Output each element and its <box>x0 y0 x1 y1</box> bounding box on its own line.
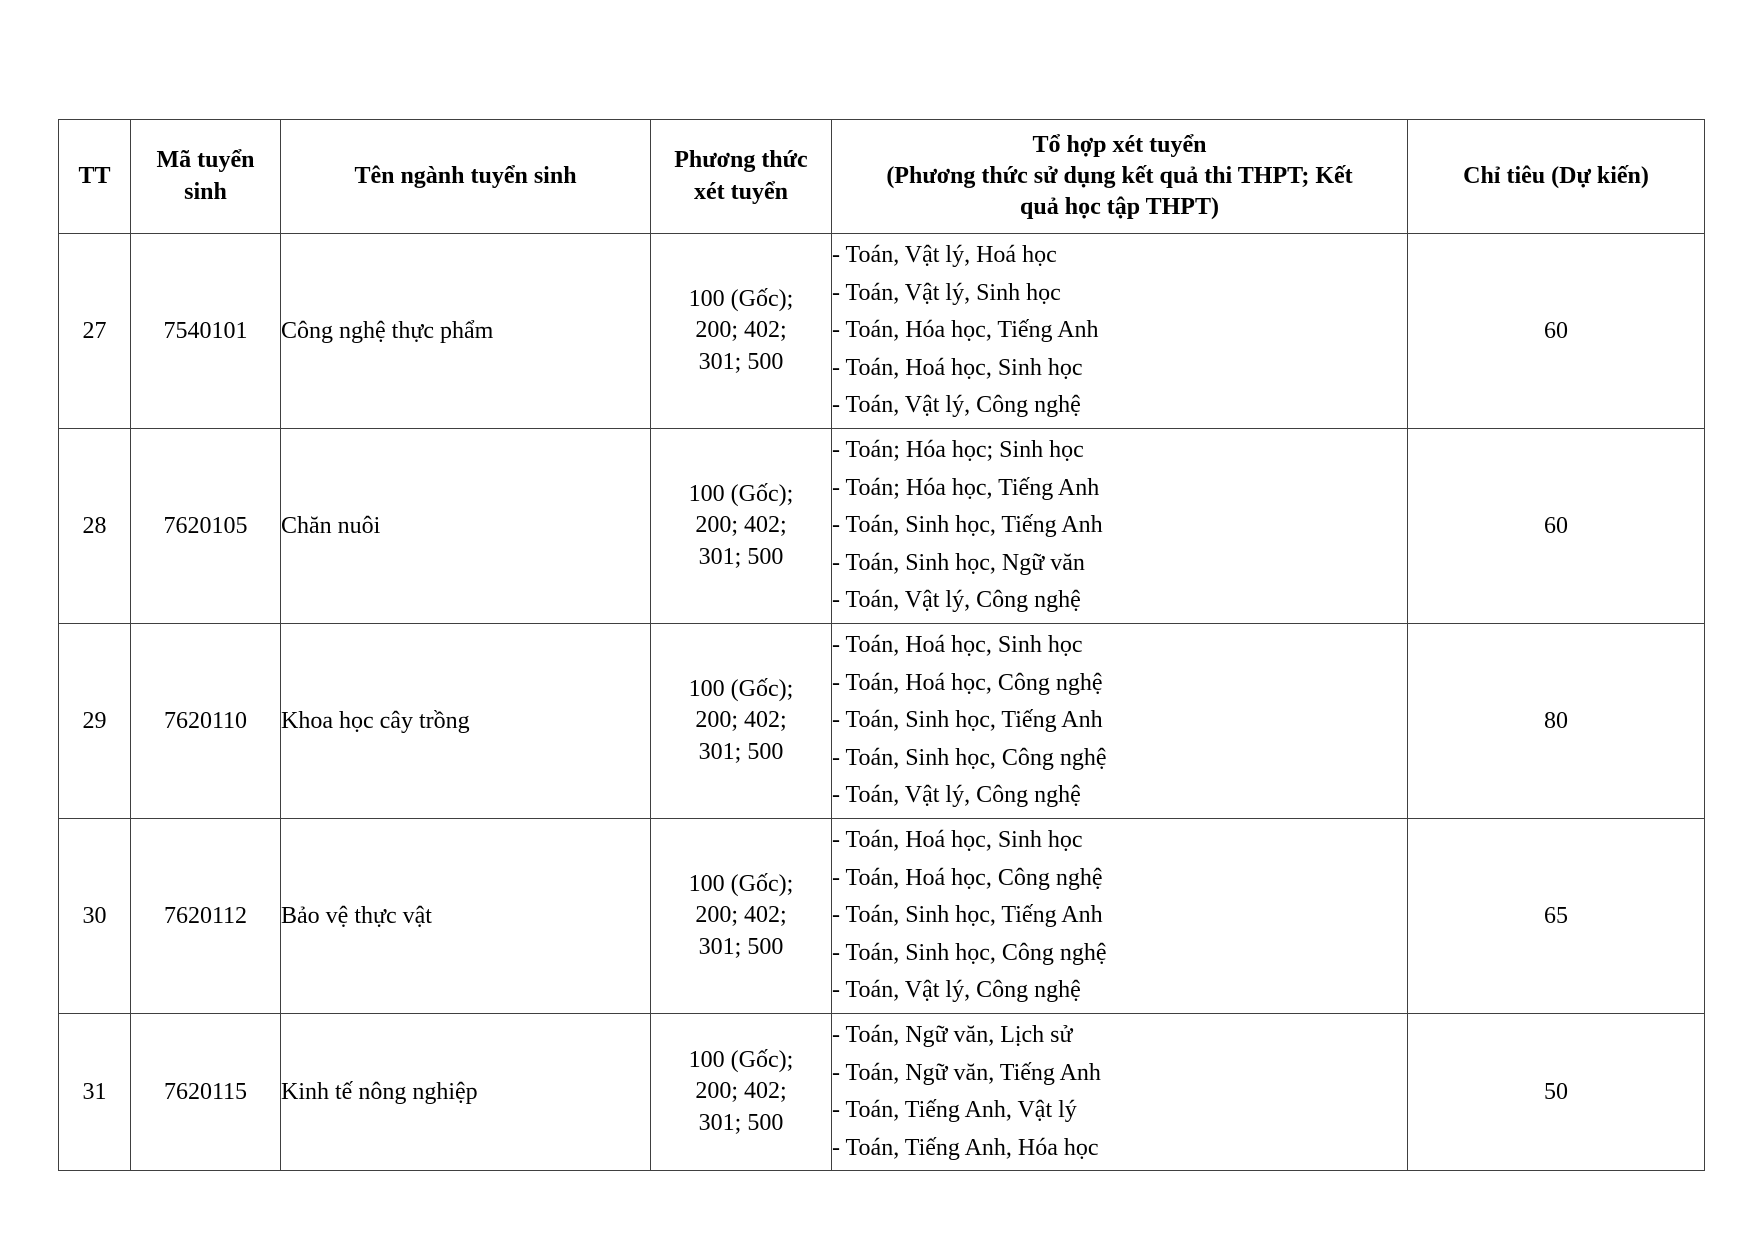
method-line: 301; 500 <box>698 348 784 375</box>
combo-item: - Toán, Vật lý, Công nghệ <box>832 977 1081 1004</box>
combo-item: - Toán, Vật lý, Công nghệ <box>832 782 1081 809</box>
method-line: 200; 402; <box>695 317 787 344</box>
cell-combos <box>832 429 1408 624</box>
cell-quota: 60 <box>1408 429 1705 624</box>
table-row <box>59 429 1705 624</box>
combo-item: - Toán, Sinh học, Công nghệ <box>832 744 1107 771</box>
cell-quota: 50 <box>1408 1014 1705 1171</box>
combo-item: - Toán, Tiếng Anh, Vật lý <box>832 1097 1077 1123</box>
cell-combos <box>832 1014 1408 1171</box>
cell-method <box>651 1014 832 1171</box>
cell-code: 7540101 <box>131 234 281 429</box>
combo-item: - Toán, Sinh học, Công nghệ <box>832 939 1107 966</box>
method-line: 200; 402; <box>695 1078 787 1105</box>
combo-item: - Toán, Hoá học, Công nghệ <box>832 669 1103 696</box>
combo-item: - Toán, Hoá học, Công nghệ <box>832 864 1103 891</box>
table-row <box>59 624 1705 819</box>
cell-quota: 60 <box>1408 234 1705 429</box>
cell-combos <box>832 819 1408 1014</box>
header-method <box>651 120 832 234</box>
cell-major: Kinh tế nông nghiệp <box>281 1014 651 1171</box>
method-line: 100 (Gốc); <box>688 676 794 703</box>
header-quota: Chỉ tiêu (Dự kiến) <box>1408 120 1705 234</box>
cell-tt: 28 <box>59 429 131 624</box>
header-row <box>59 120 1705 234</box>
header-major: Tên ngành tuyển sinh <box>281 120 651 234</box>
cell-method <box>651 429 832 624</box>
cell-tt: 27 <box>59 234 131 429</box>
cell-quota: 80 <box>1408 624 1705 819</box>
method-line: 200; 402; <box>695 707 787 734</box>
header-code-line: Mã tuyển <box>156 147 255 174</box>
cell-tt: 29 <box>59 624 131 819</box>
method-line: 301; 500 <box>698 933 784 960</box>
header-method-line: xét tuyển <box>694 178 788 205</box>
admissions-table <box>58 119 1705 1171</box>
method-line: 100 (Gốc); <box>688 286 794 313</box>
method-line: 100 (Gốc); <box>688 1047 794 1074</box>
combo-item: - Toán, Vật lý, Công nghệ <box>832 392 1081 419</box>
cell-major: Bảo vệ thực vật <box>281 819 651 1014</box>
header-code-line: sinh <box>184 178 227 205</box>
combo-item: - Toán, Hoá học, Sinh học <box>832 632 1083 659</box>
combo-item: - Toán, Sinh học, Ngữ văn <box>832 549 1085 576</box>
header-combos <box>832 120 1408 234</box>
combo-item: - Toán, Ngữ văn, Tiếng Anh <box>832 1059 1101 1086</box>
cell-major: Khoa học cây trồng <box>281 624 651 819</box>
cell-code: 7620110 <box>131 624 281 819</box>
cell-major: Công nghệ thực phẩm <box>281 234 651 429</box>
cell-method <box>651 819 832 1014</box>
header-code <box>131 120 281 234</box>
combo-item: - Toán, Hoá học, Sinh học <box>832 354 1083 381</box>
cell-code: 7620112 <box>131 819 281 1014</box>
cell-code: 7620115 <box>131 1014 281 1171</box>
combo-item: - Toán, Sinh học, Tiếng Anh <box>832 512 1103 539</box>
method-line: 301; 500 <box>698 1109 784 1136</box>
table-header <box>59 120 1705 234</box>
cell-combos <box>832 624 1408 819</box>
combo-item: - Toán, Hoá học, Sinh học <box>832 827 1083 854</box>
combo-item: - Toán, Vật lý, Công nghệ <box>832 587 1081 614</box>
header-tt: TT <box>59 120 131 234</box>
combo-item: - Toán, Tiếng Anh, Hóa học <box>832 1134 1099 1161</box>
method-line: 301; 500 <box>698 738 784 765</box>
header-combos-line: Tổ hợp xét tuyển <box>1032 131 1207 158</box>
cell-code: 7620105 <box>131 429 281 624</box>
method-line: 100 (Gốc); <box>688 481 794 508</box>
combo-item: - Toán, Sinh học, Tiếng Anh <box>832 707 1103 734</box>
table-row <box>59 1014 1705 1171</box>
combo-item: - Toán, Vật lý, Sinh học <box>832 279 1061 306</box>
method-line: 200; 402; <box>695 512 787 539</box>
method-line: 100 (Gốc); <box>688 871 794 898</box>
method-line: 301; 500 <box>698 543 784 570</box>
table-row <box>59 819 1705 1014</box>
cell-tt: 30 <box>59 819 131 1014</box>
cell-combos <box>832 234 1408 429</box>
header-combos-line: quả học tập THPT) <box>1020 194 1219 221</box>
header-method-line: Phương thức <box>674 147 808 174</box>
table-body <box>59 234 1705 1171</box>
cell-major: Chăn nuôi <box>281 429 651 624</box>
method-line: 200; 402; <box>695 902 787 929</box>
cell-method <box>651 234 832 429</box>
combo-item: - Toán; Hóa học, Tiếng Anh <box>832 474 1100 501</box>
cell-quota: 65 <box>1408 819 1705 1014</box>
table-row <box>59 234 1705 429</box>
header-combos-line: (Phương thức sử dụng kết quả thi THPT; Kết <box>886 162 1353 189</box>
combo-item: - Toán; Hóa học; Sinh học <box>832 437 1084 464</box>
combo-item: - Toán, Hóa học, Tiếng Anh <box>832 317 1099 344</box>
cell-method <box>651 624 832 819</box>
combo-item: - Toán, Ngữ văn, Lịch sử <box>832 1022 1073 1048</box>
cell-tt: 31 <box>59 1014 131 1171</box>
combo-item: - Toán, Vật lý, Hoá học <box>832 242 1057 269</box>
combo-item: - Toán, Sinh học, Tiếng Anh <box>832 902 1103 929</box>
